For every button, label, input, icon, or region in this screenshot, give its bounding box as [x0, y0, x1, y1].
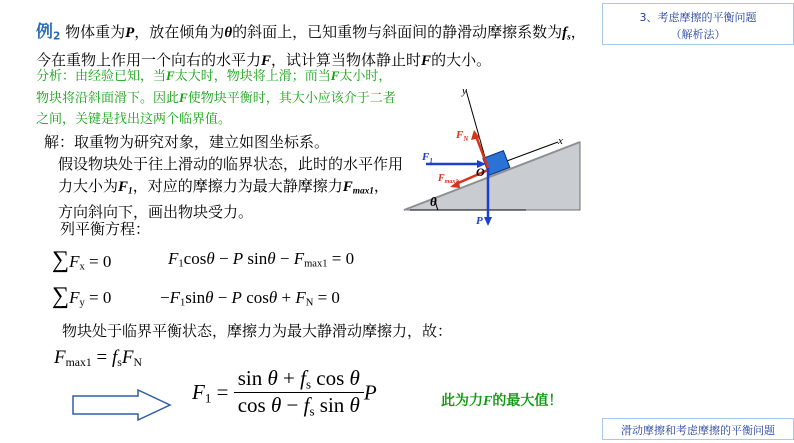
assumption-text: 假设物块处于往上滑动的临界状态，此时的水平作用力大小为$F_1$，对应的摩擦力为最大静摩擦力$F_{max1}$，方向斜向下，画出物块受力。	[58, 155, 404, 222]
topic-title: 3、考虑摩擦的平衡问题	[639, 11, 757, 24]
fx-expanded-equation: $F_1\cos\theta - P$ $\sin\theta - F_{max1} = 0$	[168, 249, 355, 270]
sum-fx-equation: $\sum F_x = 0$	[52, 247, 112, 273]
fy-expanded-equation: $-F_1\sin\theta - P$ $\cos\theta + F_N = 0$	[160, 288, 340, 309]
conclusion-text: 此为力F的最大值！	[441, 393, 563, 409]
example-label: 例$_2$	[36, 22, 61, 43]
weight-label: P	[476, 215, 483, 227]
problem-text-4: ，今在重物上作用一个向右的水平力	[36, 23, 586, 70]
symbol-Fmax1: $F_{max1}$	[342, 178, 374, 196]
equilibrium-label: 列平衡方程：	[60, 220, 151, 238]
result-arrow-icon	[72, 389, 172, 425]
friction-force-label: $F_{max1}$	[438, 173, 459, 185]
footer-text: 滑动摩擦和考虑摩擦的平衡问题	[621, 424, 775, 437]
final-fraction	[234, 366, 364, 420]
free-body-diagram	[398, 84, 598, 236]
symbol-F-2: F	[421, 53, 432, 70]
topic-box	[602, 3, 794, 45]
critical-state-text: 物块处于临界平衡状态，摩擦力为最大静滑动摩擦力，故：	[62, 322, 453, 340]
weight-head	[484, 217, 492, 226]
problem-text-2: ，放在倾角为	[134, 23, 225, 41]
solution-line: 解：取重物为研究对象，建立如图坐标系。	[44, 133, 330, 151]
sum-fy-equation: $\sum F_y = 0$	[52, 283, 112, 309]
final-formula: $F_1$ = $\frac{\sin \theta + f_s \cos \theta}{\cos \theta - f_s \sin \theta}$ P	[192, 366, 377, 419]
normal-force-label: $F_N$	[456, 129, 469, 143]
problem-text-5: ，试计算当物体静止时	[271, 51, 422, 70]
applied-force-label: $F_1$	[422, 151, 433, 165]
fraction-denominator: $\cos \theta - f_s$ sin θ	[234, 392, 364, 419]
problem-text-1: 物体重为	[65, 23, 126, 41]
analysis-text: 分析：由经验已知，当F太大时，物块将上滑；而当F太小时，物块将沿斜面滑下。因此F使物块平衡时，其大小应该介于二者之间，关键是找出这两个临界值。	[36, 68, 396, 127]
origin-label: O	[476, 165, 485, 179]
symbol-theta: θ	[224, 25, 233, 41]
x-axis-label: x	[558, 135, 563, 147]
problem-text-3: 的斜面上，已知重物与斜面间的静滑动摩擦系数为	[232, 23, 563, 41]
symbol-P: P	[125, 25, 135, 41]
y-axis-label: y	[462, 85, 467, 97]
problem-text-6: 的大小。	[431, 51, 492, 70]
topic-subtitle: （解析法）	[670, 28, 726, 41]
symbol-F1: $F_1$	[118, 178, 133, 196]
fraction-numerator: $\sin \theta + f_s$ cos θ	[237, 366, 360, 392]
symbol-fs: $f_s$	[562, 25, 571, 43]
symbol-F: F	[261, 53, 272, 70]
footer-box	[602, 418, 794, 440]
theta-label: θ	[430, 194, 437, 209]
max-friction-equation: $F_{max1} = f_sF_N$	[54, 347, 142, 369]
